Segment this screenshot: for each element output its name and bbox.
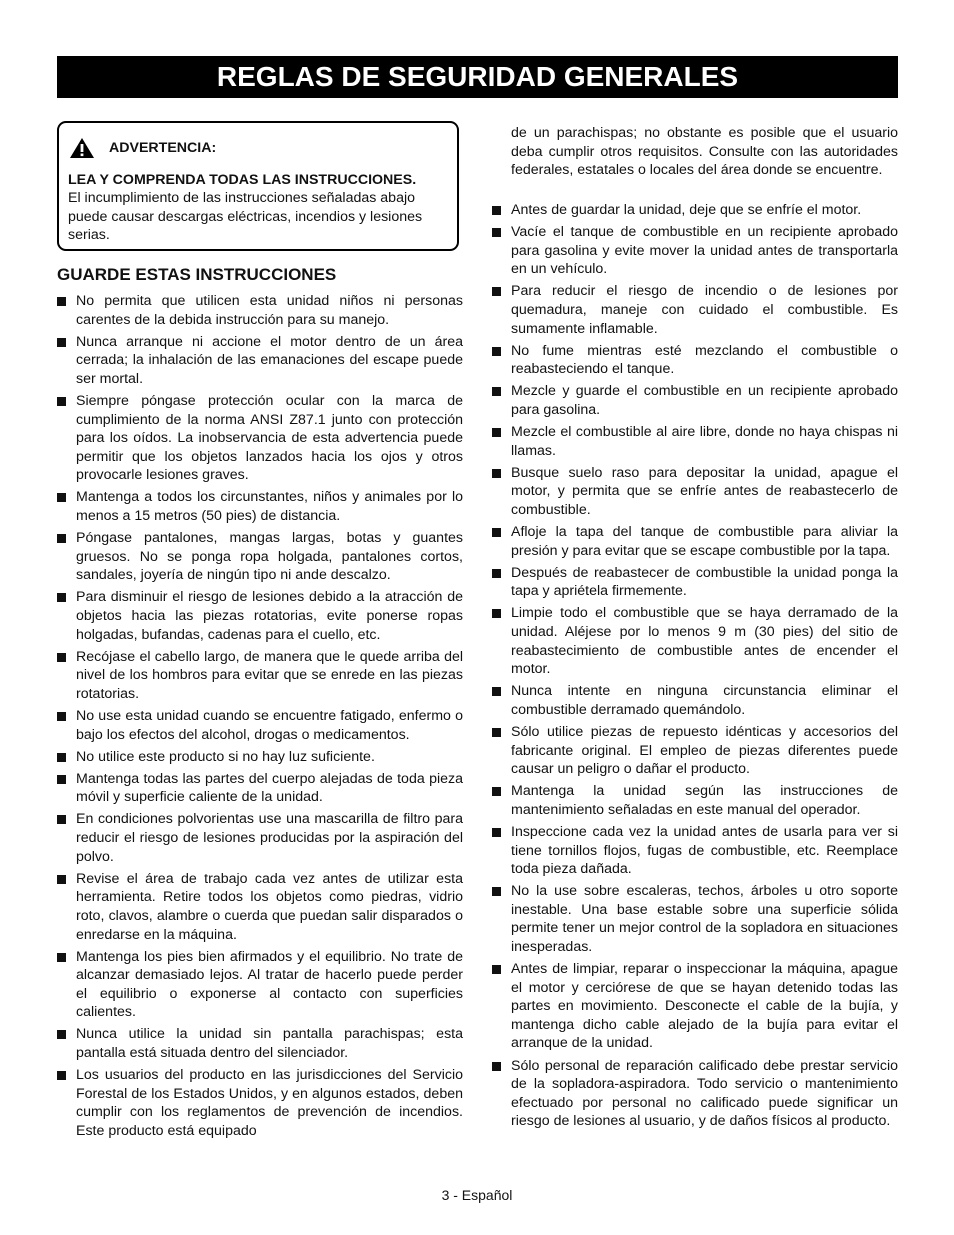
warning-label: ADVERTENCIA: [109, 139, 217, 156]
list-item-text: Vacíe el tanque de combustible en un recipiente aprobado para gasolina y evite mover la unidad antes de transportarla en un vehículo. [511, 224, 898, 278]
list-item-text: Póngase pantalones, mangas largas, botas y guantes gruesos. No se ponga ropa holgada, pantalones cortos, sandales, joyería de ningún tipo ni ande descalzo. [76, 530, 463, 584]
list-item [492, 282, 898, 338]
bullet-square-icon [57, 534, 66, 543]
list-item-text: Sólo personal de reparación calificado debe prestar servicio de la sopladora-aspiradora. Todo servicio o mantenimiento efectuado por personal no calificado puede significar un riesgo de lesiones al usuario, y de daños físicos al producto. [511, 1057, 898, 1130]
list-item [57, 488, 463, 525]
list-item [57, 770, 463, 807]
warning-text: El incumplimiento de las instrucciones señaladas abajo puede causar descargas eléctricas, incendios y lesiones serias. [68, 190, 423, 244]
list-item [492, 464, 898, 520]
bullet-square-icon [57, 1030, 66, 1039]
list-item-text: Busque suelo raso para depositar la unidad, apague el motor, y permita que se enfríe antes de reabastecerlo de combustible. [511, 464, 898, 518]
list-item-text: Nunca intente en ninguna circunstancia eliminar el combustible derramado quemándolo. [511, 683, 898, 718]
list-item [57, 588, 463, 644]
page-title: REGLAS DE SEGURIDAD GENERALES [57, 56, 898, 98]
bullet-square-icon [57, 297, 66, 306]
list-item-text: Revise el área de trabajo cada vez antes de utilizar esta herramienta. Retire todos los objetos como piedras, vidrio roto, clavos, alambre o cuerda que puedan salir disparados o enredarse en la máquina. [76, 870, 463, 943]
list-item [492, 201, 898, 220]
warning-triangle-icon [69, 137, 95, 159]
list-item [57, 870, 463, 944]
list-item [57, 748, 463, 767]
list-item [57, 333, 463, 389]
list-item-text: No la use sobre escaleras, techos, árboles u otro soporte inestable. Una base estable sobre una superficie sólida permite tener un mejor control de la sopladora en situaciones inesperadas. [511, 883, 898, 955]
list-item [492, 382, 898, 419]
list-item [492, 723, 898, 779]
continued-text: de un parachispas; no obstante es posible que el usuario deba cumplir otros requisitos. Consulte con las autoridades federales, estatales o locales del área donde se encuentre. [511, 125, 898, 179]
list-item-text: Inspeccione cada vez la unidad antes de usarla para ver si tiene tornillos flojos, fugas de combustible, etc. Reemplace toda pieza dañada. [511, 823, 898, 878]
list-item [492, 882, 898, 956]
bullet-square-icon [492, 206, 501, 215]
bullet-square-icon [492, 687, 501, 696]
bullet-square-icon [57, 953, 66, 962]
list-item [492, 782, 898, 819]
bullet-square-icon [492, 887, 501, 896]
list-item-text: Nunca arranque ni accione el motor dentro de un área cerrada; la inhalación de las emanaciones del escape puede ser mortal. [76, 333, 463, 387]
warning-box [57, 121, 459, 251]
list-item-text: No use esta unidad cuando se encuentre fatigado, enfermo o bajo los efectos del alcohol, drogas o medicamentos. [76, 707, 463, 743]
list-item-text: Siempre póngase protección ocular con la marca de cumplimiento de la norma ANSI Z87.1 junto con protección para los oídos. La inobservancia de esta advertencia puede permitir que los objetos lanzados hacia los ojos y otros provocarle lesiones graves. [76, 392, 463, 484]
bullet-square-icon [492, 287, 501, 296]
list-item [492, 423, 898, 460]
bullet-square-icon [492, 1062, 501, 1071]
warning-header [68, 137, 449, 159]
warning-subtitle: LEA Y COMPRENDA TODAS LAS INSTRUCCIONES. [68, 172, 417, 188]
bullet-square-icon [57, 815, 66, 824]
list-item-text: Los usuarios del producto en las jurisdicciones del Servicio Forestal de los Estados Unidos, y en algunos estados, deben cumplir con los reglamentos de prevención de incendios. Este producto está equipado [76, 1067, 463, 1139]
list-item [492, 523, 898, 560]
list-item [57, 707, 463, 744]
bullet-square-icon [492, 965, 501, 974]
list-item [492, 823, 898, 879]
list-item-text: Para reducir el riesgo de incendio o de lesiones por quemadura, maneje con cuidado el combustible. Es sumamente inflamable. [511, 283, 898, 337]
list-item-text: En condiciones polvorientas use una mascarilla de filtro para reducir el riesgo de lesiones producidas por la aspiración del polvo. [76, 811, 463, 865]
list-item [57, 529, 463, 585]
bullet-square-icon [57, 593, 66, 602]
list-item-text: Mantenga a todos los circunstantes, niños y animales por lo menos a 15 metros (50 pies) de distancia. [76, 489, 463, 525]
list-item [57, 292, 463, 329]
bullet-square-icon [57, 712, 66, 721]
bullet-square-icon [492, 528, 501, 537]
list-item [57, 948, 463, 1022]
right-safety-list [492, 201, 898, 1134]
list-item-text: Mantenga los pies bien afirmados y el equilibrio. No trate de alcanzar demasiado lejos. Al tratar de hacerlo puede perder el equilibrio o exponerse al contacto con superficies calientes. [76, 948, 463, 1021]
list-item-text: Sólo utilice piezas de repuesto idénticas y accesorios del fabricante original. El empleo de piezas diferentes puede causar un peligro o dañar el producto. [511, 723, 898, 778]
list-item-text: Recójase el cabello largo, de manera que le quede arriba del nivel de los hombros para evitar que se enrede en las piezas rotatorias. [76, 648, 463, 702]
bullet-square-icon [492, 428, 501, 437]
list-item [492, 682, 898, 719]
bullet-square-icon [492, 347, 501, 356]
bullet-square-icon [57, 653, 66, 662]
bullet-square-icon [492, 609, 501, 618]
bullet-square-icon [492, 828, 501, 837]
list-item-text: Antes de guardar la unidad, deje que se enfríe el motor. [511, 202, 862, 218]
list-item-text: No fume mientras esté mezclando el combustible o reabasteciendo el tanque. [511, 342, 898, 378]
bullet-square-icon [492, 387, 501, 396]
list-item [492, 960, 898, 1053]
list-item-text: Antes de limpiar, reparar o inspeccionar la máquina, apague el motor y cerciórese de que se hayan detenido todas las partes en movimiento. Desconecte el cable de la bujía, y mantenga dicho cable alejado de la bujía para evitar el arranque de la unidad. [511, 961, 898, 1052]
page-number: 3 - Español [441, 1187, 513, 1203]
bullet-square-icon [57, 1071, 66, 1080]
bullet-square-icon [57, 775, 66, 784]
list-item-text: Afloje la tapa del tanque de combustible para aliviar la presión y para evitar que se escape combustible por la tapa. [511, 524, 898, 559]
list-item-text: Limpie todo el combustible que se haya derramado de la unidad. Aléjese por lo menos 9 m (30 pies) del sitio de reabastecimiento de combustible antes de encender el motor. [511, 605, 898, 678]
bullet-square-icon [57, 753, 66, 762]
bullet-square-icon [492, 569, 501, 578]
bullet-square-icon [492, 787, 501, 796]
list-item-text: No permita que utilicen esta unidad niños ni personas carentes de la debida instrucción para su manejo. [76, 293, 463, 328]
list-item-text: No utilice este producto si no hay luz suficiente. [76, 748, 375, 765]
bullet-square-icon [492, 469, 501, 478]
list-item [492, 342, 898, 379]
list-item [492, 223, 898, 279]
list-item-text: Para disminuir el riesgo de lesiones debido a la atracción de objetos hacia las piezas rotatorias, evite ponerse ropas holgadas, bufandas, cadenas para el cuello, etc. [76, 589, 463, 643]
list-item [57, 392, 463, 485]
list-item [57, 1066, 463, 1140]
bullet-square-icon [57, 397, 66, 406]
list-item [57, 1025, 463, 1062]
bullet-square-icon [57, 338, 66, 347]
list-item [57, 810, 463, 866]
list-item-text: Nunca utilice la unidad sin pantalla parachispas; esta pantalla está situada dentro del silenciador. [76, 1026, 463, 1062]
bullet-square-icon [57, 875, 66, 884]
list-item-text: Mezcle y guarde el combustible en un recipiente aprobado para gasolina. [511, 383, 898, 418]
list-item [492, 1057, 898, 1131]
bullet-square-icon [492, 228, 501, 237]
list-item-text: Mezcle el combustible al aire libre, donde no haya chispas ni llamas. [511, 424, 898, 459]
bullet-square-icon [492, 728, 501, 737]
list-item-text: Después de reabastecer de combustible la unidad ponga la tapa y apriétela firmemente. [511, 564, 898, 600]
section-title: GUARDE ESTAS INSTRUCCIONES [57, 265, 337, 284]
list-item [492, 564, 898, 601]
bullet-square-icon [57, 493, 66, 502]
list-item [57, 648, 463, 704]
list-item-text: Mantenga todas las partes del cuerpo alejadas de toda pieza móvil y superficie caliente de la unidad. [76, 770, 463, 806]
left-safety-list [57, 292, 463, 1144]
list-item-text: Mantenga la unidad según las instrucciones de mantenimiento señaladas en este manual del operador. [511, 783, 898, 818]
list-item [492, 604, 898, 678]
